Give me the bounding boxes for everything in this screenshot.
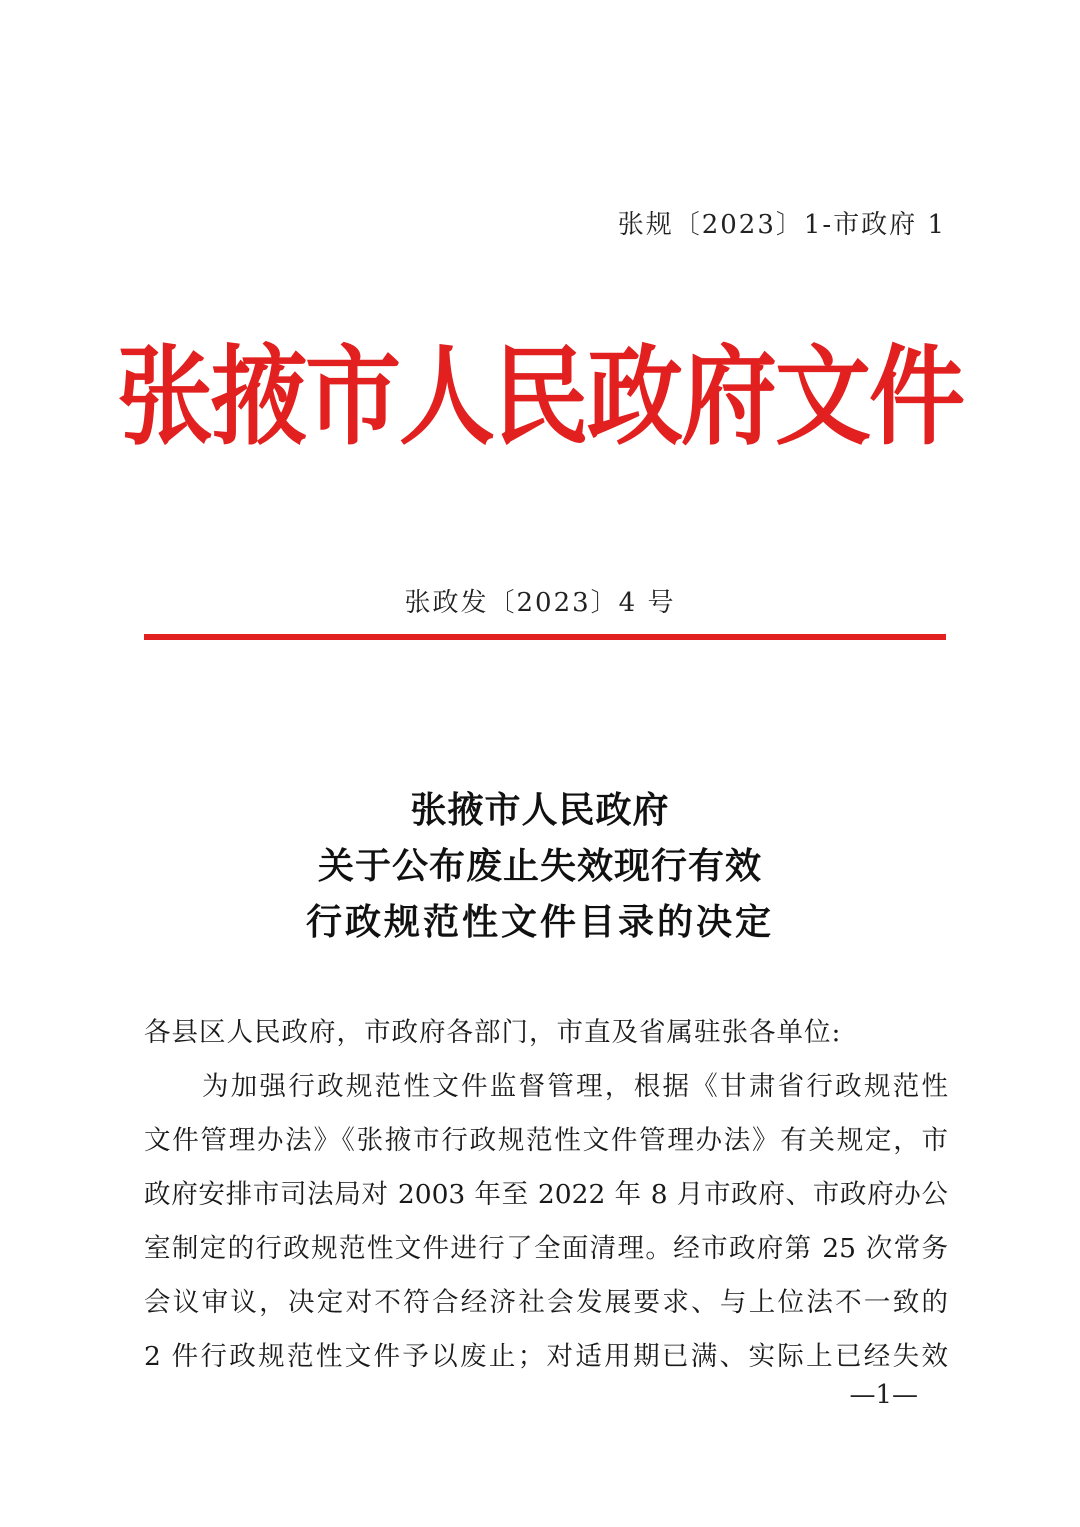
document-title-line-3: 行政规范性文件目录的决定 <box>305 902 774 943</box>
body-line-6: 2 件行政规范性文件予以废止；对适用期已满、实际上已经失效 <box>144 1341 948 1372</box>
regulation-number: 张规〔2023〕1-市政府 1 <box>617 210 946 240</box>
document-number: 张政发〔2023〕4 号 <box>404 588 676 618</box>
body-line-2: 文件管理办法》《张掖市行政规范性文件管理办法》有关规定，市 <box>144 1125 948 1156</box>
body-line-4: 室制定的行政规范性文件进行了全面清理。经市政府第 25 次常务 <box>144 1233 948 1264</box>
body-line-5: 会议审议，决定对不符合经济社会发展要求、与上位法不一致的 <box>144 1287 948 1318</box>
document-masthead: 张掖市人民政府文件 <box>117 333 963 460</box>
salutation: 各县区人民政府，市政府各部门，市直及省属驻张各单位: <box>144 1017 842 1048</box>
document-body <box>144 1006 948 1384</box>
body-line-3: 政府安排市司法局对 2003 年至 2022 年 8 月市政府、市政府办公 <box>144 1179 948 1210</box>
document-title-line-2: 关于公布废止失效现行有效 <box>317 846 762 887</box>
red-separator-rule <box>144 634 946 640</box>
document-title-line-1: 张掖市人民政府 <box>410 790 670 831</box>
body-line-1: 为加强行政规范性文件监督管理，根据《甘肃省行政规范性 <box>202 1071 948 1102</box>
page-number: —1— <box>849 1380 918 1410</box>
